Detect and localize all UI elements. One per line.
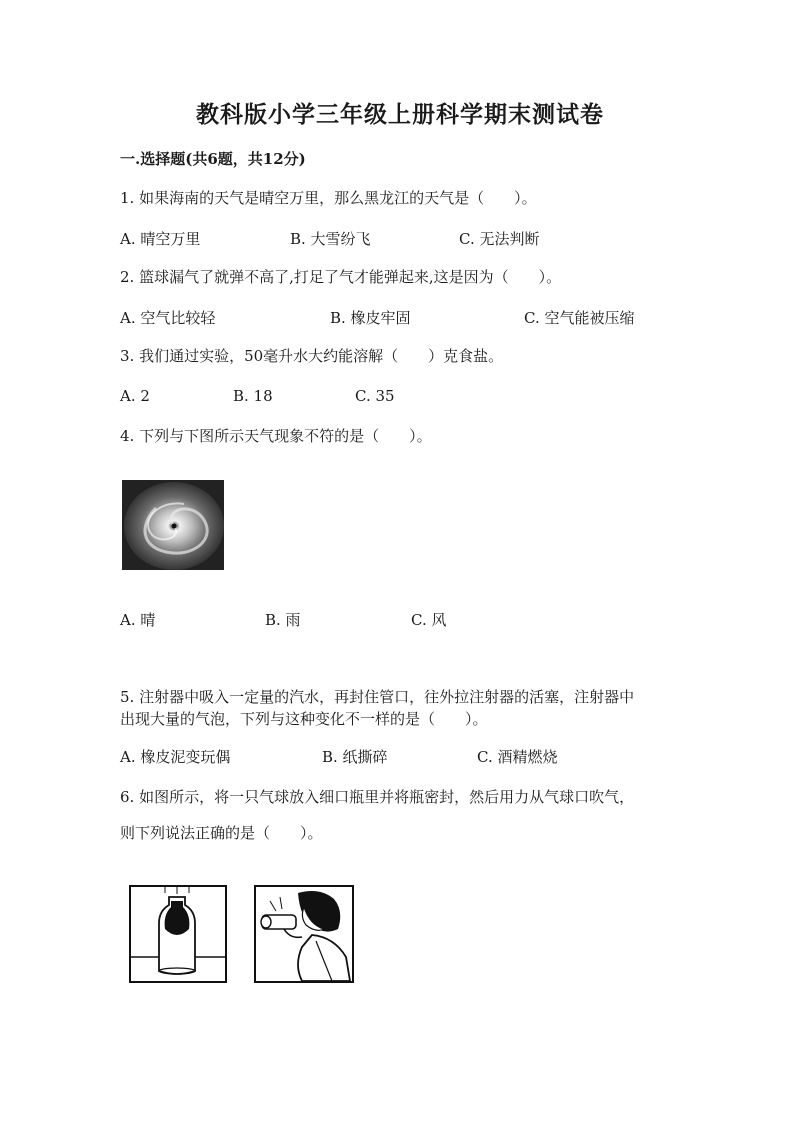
hurricane-satellite-image — [122, 480, 224, 570]
question-3-option-b: B. 18 — [233, 387, 273, 405]
question-5-option-b: B. 纸撕碎 — [322, 748, 388, 766]
section-heading: 一.选择题(共6题，共12分) — [120, 150, 306, 168]
question-4-option-b: B. 雨 — [265, 611, 301, 629]
question-2-option-a: A. 空气比较轻 — [120, 309, 216, 327]
question-1-stem: 1. 如果海南的天气是晴空万里，那么黑龙江的天气是（ ）。 — [120, 189, 537, 207]
question-1-option-c: C. 无法判断 — [459, 230, 540, 248]
question-2-stem: 2. 篮球漏气了就弹不高了,打足了气才能弹起来,这是因为（ ）。 — [120, 268, 562, 286]
question-4-option-c: C. 风 — [411, 611, 447, 629]
question-2-option-c: C. 空气能被压缩 — [524, 309, 635, 327]
question-5-option-c: C. 酒精燃烧 — [477, 748, 558, 766]
question-6-stem-line-2: 则下列说法正确的是（ ）。 — [120, 824, 323, 842]
question-3-option-a: A. 2 — [120, 387, 150, 405]
question-3-stem: 3. 我们通过实验，50毫升水大约能溶解（ ）克食盐。 — [120, 347, 504, 365]
question-2-option-b: B. 橡皮牢固 — [330, 309, 411, 327]
question-1-option-a: A. 晴空万里 — [120, 230, 201, 248]
question-4-option-a: A. 晴 — [120, 611, 156, 629]
question-6-stem-line-1: 6. 如图所示，将一只气球放入细口瓶里并将瓶密封，然后用力从气球口吹气， — [120, 788, 635, 806]
question-5-stem-line-2: 出现大量的气泡，下列与这种变化不一样的是（ ）。 — [120, 710, 488, 728]
page-title: 教科版小学三年级上册科学期末测试卷 — [196, 101, 604, 128]
question-5-option-a: A. 橡皮泥变玩偶 — [120, 748, 231, 766]
balloon-in-bottle-figure — [129, 885, 227, 983]
question-5-stem-line-1: 5. 注射器中吸入一定量的汽水，再封住管口，往外拉注射器的活塞，注射器中 — [120, 688, 635, 706]
question-1-option-b: B. 大雪纷飞 — [290, 230, 371, 248]
question-4-stem: 4. 下列与下图所示天气现象不符的是（ ）。 — [120, 427, 432, 445]
question-3-option-c: C. 35 — [355, 387, 395, 405]
girl-blowing-bottle-figure — [254, 885, 354, 983]
